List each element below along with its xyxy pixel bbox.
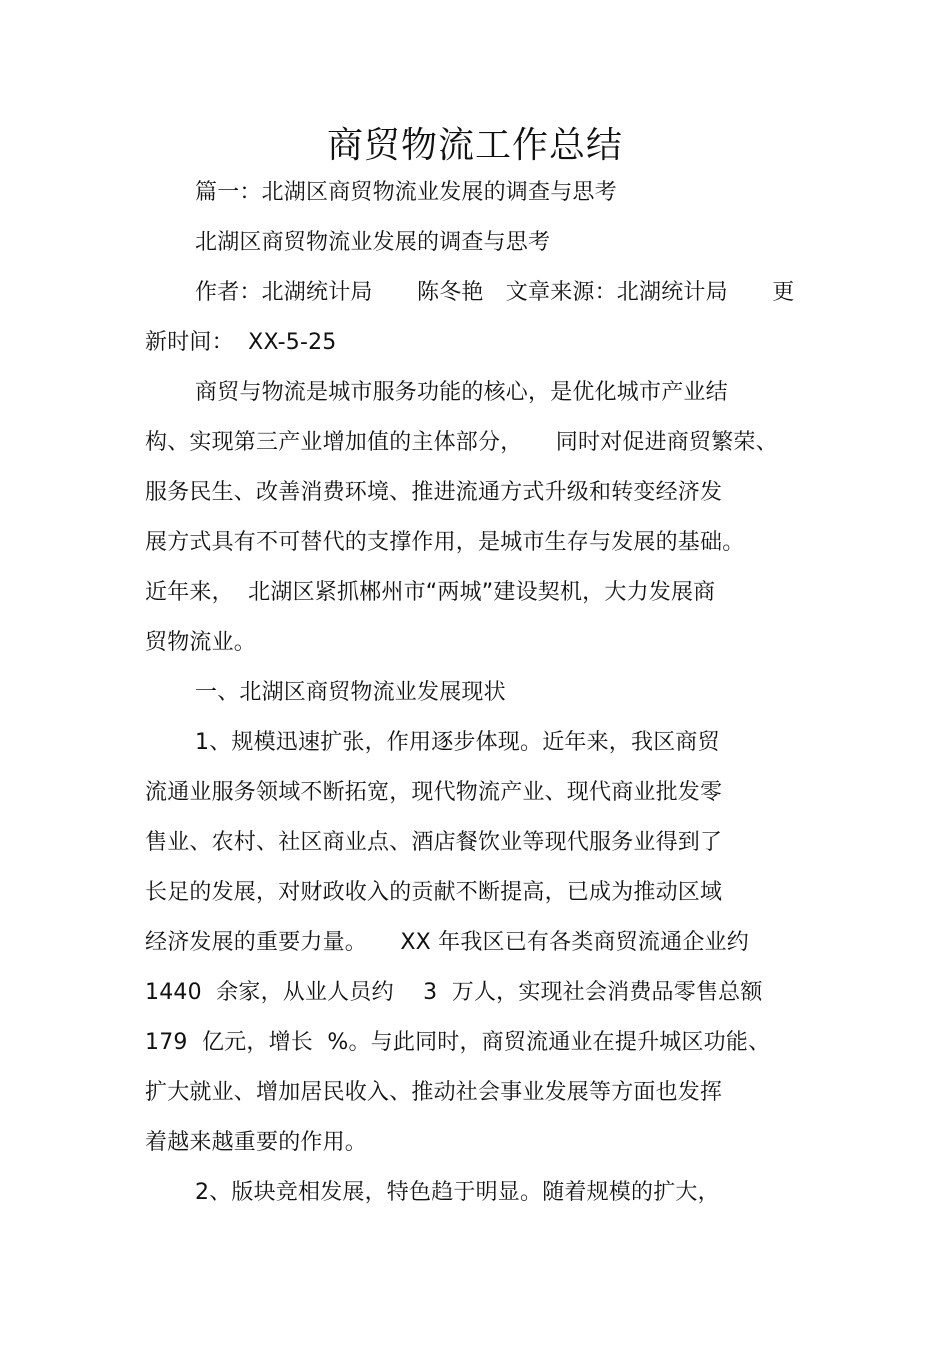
paragraph-line: 近年来， 北湖区紧抓郴州市“两城”建设契机，大力发展商 [145,580,716,605]
paragraph-line: 流通业服务领域不断拓宽，现代物流产业、现代商业批发零 [145,780,723,805]
paragraph-line: 服务民生、改善消费环境、推进流通方式升级和转变经济发 [145,480,723,505]
update-time-line: 新时间： XX-5-25 [145,330,337,355]
paragraph-line: 着越来越重要的作用。 [145,1130,368,1155]
article-title: 北湖区商贸物流业发展的调查与思考 [195,230,551,255]
author-line: 作者：北湖统计局 陈冬艳 文章来源：北湖统计局 更 [195,280,795,305]
paragraph-line: 1、规模迅速扩张，作用逐步体现。近年来，我区商贸 [195,730,720,755]
paragraph-line: 商贸与物流是城市服务功能的核心，是优化城市产业结 [195,380,728,405]
paragraph-line: 售业、农村、社区商业点、酒店餐饮业等现代服务业得到了 [145,830,723,855]
paragraph-line: 经济发展的重要力量。 XX 年我区已有各类商贸流通企业约 [145,930,749,955]
section-heading-1: 篇一：北湖区商贸物流业发展的调查与思考 [195,180,617,205]
paragraph-line: 1440 余家，从业人员约 3 万人，实现社会消费品零售总额 [145,980,763,1005]
paragraph-line: 2、版块竞相发展，特色趋于明显。随着规模的扩大， [195,1180,720,1205]
paragraph-line: 贸物流业。 [145,630,257,655]
paragraph-line: 展方式具有不可替代的支撑作用，是城市生存与发展的基础。 [145,530,745,555]
paragraph-line: 长足的发展，对财政收入的贡献不断提高，已成为推动区域 [145,880,723,905]
paragraph-line: 扩大就业、增加居民收入、推动社会事业发展等方面也发挥 [145,1080,723,1105]
section-heading-2: 一、北湖区商贸物流业发展现状 [195,680,506,705]
paragraph-line: 179 亿元，增长 %。与此同时，商贸流通业在提升城区功能、 [145,1030,771,1055]
document-title: 商贸物流工作总结 [326,125,623,166]
paragraph-line: 构、实现第三产业增加值的主体部分， 同时对促进商贸繁荣、 [145,430,778,455]
